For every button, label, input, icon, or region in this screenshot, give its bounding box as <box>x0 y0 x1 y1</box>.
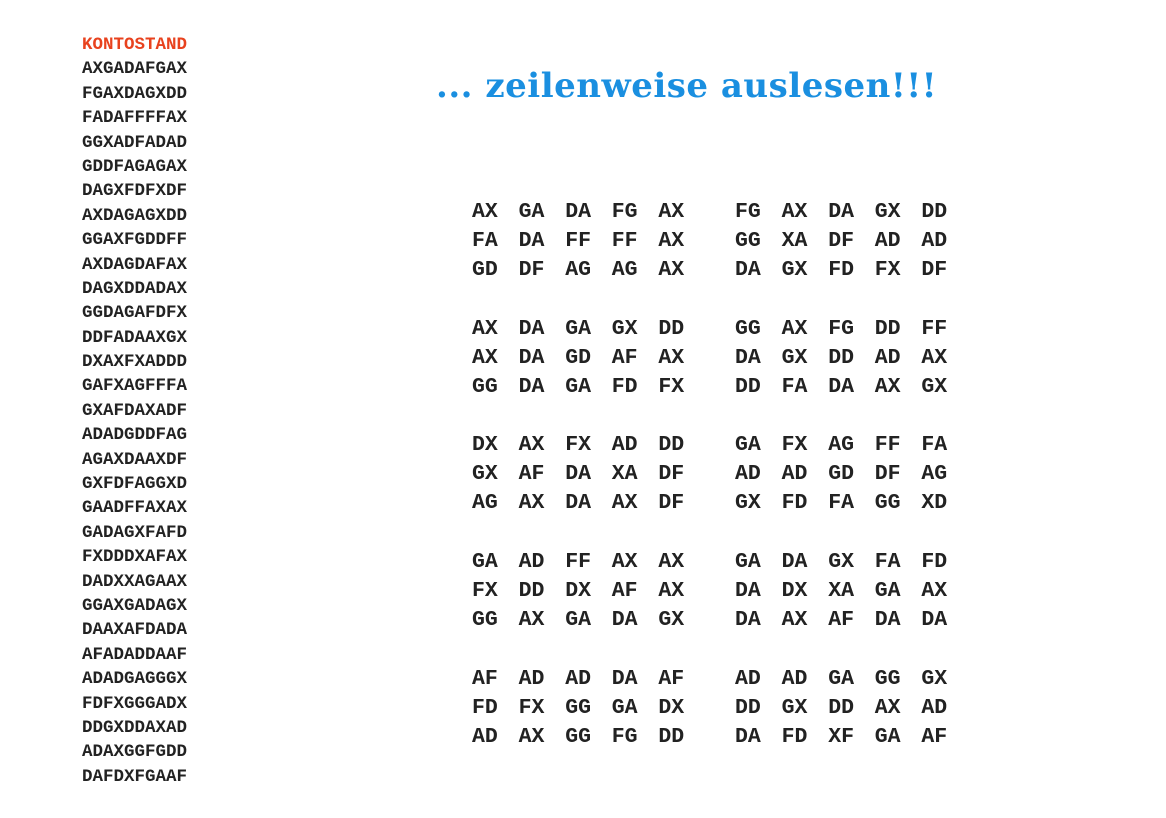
pair-group-right <box>735 198 968 227</box>
pair-group-right <box>735 315 968 344</box>
letter-pair: GA <box>611 696 638 721</box>
letter-pair: DD <box>658 725 685 750</box>
letter-pair: DA <box>565 462 591 487</box>
kontostand-line: GGXADFADAD <box>82 132 188 153</box>
kontostand-line: GGDAGAFDFX <box>82 303 188 324</box>
letter-pair: DD <box>828 346 854 371</box>
letter-pair: GG <box>735 229 761 254</box>
letter-pair: AX <box>658 200 685 224</box>
pair-group-left <box>472 431 705 460</box>
letter-pair: DA <box>735 725 761 750</box>
letter-pair: DX <box>472 433 498 457</box>
letter-pair: AD <box>874 229 901 254</box>
letter-pair: AX <box>781 608 808 633</box>
letter-pair: GX <box>921 667 948 691</box>
letter-pair: GA <box>565 608 591 633</box>
letter-pair: FX <box>874 258 901 283</box>
letter-pair: FD <box>611 375 638 400</box>
pair-group-left <box>472 373 705 402</box>
pair-row <box>472 489 972 518</box>
letter-pair: GX <box>781 258 808 283</box>
pair-block <box>472 315 972 403</box>
pair-row <box>472 198 972 227</box>
pair-group-left <box>472 548 705 577</box>
pair-group-right <box>735 694 968 723</box>
letter-pair: FG <box>611 200 638 224</box>
letter-pair: AX <box>518 433 545 457</box>
letter-pair: AD <box>565 667 591 691</box>
kontostand-line: DXAXFXADDD <box>82 352 188 373</box>
kontostand-line: DADXXAGAAX <box>82 571 188 592</box>
letter-pair: GA <box>735 433 761 457</box>
letter-pair: GA <box>518 200 545 224</box>
letter-pair: DA <box>518 375 545 400</box>
letter-pair: GG <box>735 317 761 341</box>
letter-pair: DD <box>735 375 761 400</box>
kontostand-line: GDDFAGAGAX <box>82 156 188 177</box>
letter-pair: AF <box>611 346 638 371</box>
kontostand-line: DAFDXFGAAF <box>82 766 188 787</box>
letter-pair: GD <box>565 346 591 371</box>
pair-block <box>472 198 972 286</box>
letter-pair: DA <box>565 491 591 516</box>
letter-pair: AX <box>518 608 545 633</box>
letter-pair: FX <box>565 433 591 457</box>
letter-pair: AX <box>518 491 545 516</box>
pair-row <box>472 723 972 752</box>
letter-pair: AX <box>472 346 498 371</box>
kontostand-line: ADAXGGFGDD <box>82 742 188 763</box>
pair-group-left <box>472 665 705 694</box>
kontostand-line: ADADGAGGGX <box>82 669 188 690</box>
letter-pair: GX <box>781 696 808 721</box>
letter-pair: DA <box>611 667 638 691</box>
kontostand-line: DDFADAAXGX <box>82 327 188 348</box>
letter-pair: DD <box>921 200 948 224</box>
pair-group-left <box>472 227 705 256</box>
letter-pair: DD <box>828 696 854 721</box>
pair-row <box>472 694 972 723</box>
letter-pair: DF <box>921 258 948 283</box>
letter-pair: GA <box>565 317 591 341</box>
letter-pair: AF <box>611 579 638 604</box>
letter-pair: FX <box>658 375 685 400</box>
letter-pair: GA <box>828 667 854 691</box>
kontostand-line: GAADFFAXAX <box>82 498 188 519</box>
letter-pair: DF <box>518 258 545 283</box>
letter-pair: AX <box>658 550 685 574</box>
kontostand-line: FADAFFFFAX <box>82 108 188 129</box>
letter-pair: AX <box>781 200 808 224</box>
letter-pair: GX <box>828 550 854 574</box>
letter-pair: FA <box>828 491 854 516</box>
letter-pair: DA <box>735 579 761 604</box>
pair-block <box>472 431 972 519</box>
letter-pair: DA <box>828 200 854 224</box>
letter-pair: GA <box>565 375 591 400</box>
kontostand-list <box>82 33 242 789</box>
letter-pair: DX <box>781 579 808 604</box>
kontostand-line: AXDAGDAFAX <box>82 254 188 275</box>
letter-pair: AX <box>921 346 948 371</box>
letter-pair: FF <box>565 229 591 254</box>
letter-pair: FD <box>921 550 948 574</box>
letter-pair: GX <box>921 375 948 400</box>
letter-pair: DA <box>565 200 591 224</box>
letter-pair: FX <box>472 579 498 604</box>
pair-row <box>472 227 972 256</box>
letter-pair: GG <box>565 725 591 750</box>
pair-row <box>472 665 972 694</box>
letter-pair: AF <box>921 725 948 750</box>
letter-pair: XA <box>828 579 854 604</box>
letter-pair: FA <box>472 229 498 254</box>
letter-pair: AD <box>781 462 808 487</box>
letter-pair: FD <box>781 725 808 750</box>
pair-row <box>472 548 972 577</box>
letter-pair: GG <box>472 608 498 633</box>
letter-pair: AX <box>874 375 901 400</box>
letter-pair: AF <box>472 667 498 691</box>
letter-pair: DA <box>874 608 901 633</box>
letter-pair: FD <box>781 491 808 516</box>
letter-pair: GX <box>658 608 685 633</box>
letter-pair: FA <box>874 550 901 574</box>
letter-pair: DF <box>658 491 685 516</box>
kontostand-line: DAGXDDADAX <box>82 278 188 299</box>
letter-pair: DA <box>611 608 638 633</box>
letter-pair: FG <box>735 200 761 224</box>
letter-pair: FD <box>828 258 854 283</box>
letter-pair: DA <box>921 608 948 633</box>
pair-group-left <box>472 723 705 752</box>
letter-pair: GX <box>874 200 901 224</box>
letter-pair: AD <box>472 725 498 750</box>
letter-pair: FD <box>472 696 498 721</box>
kontostand-line: ADADGDDFAG <box>82 425 188 446</box>
letter-pair: DD <box>518 579 545 604</box>
letter-pair: GG <box>874 667 901 691</box>
letter-pair: FG <box>611 725 638 750</box>
kontostand-line: GXFDFAGGXD <box>82 474 188 495</box>
pair-group-left <box>472 256 705 285</box>
letter-pair: DX <box>565 579 591 604</box>
kontostand-line: AXDAGAGXDD <box>82 205 188 226</box>
letter-pair: GX <box>611 317 638 341</box>
letter-pair: AD <box>735 667 761 691</box>
pair-group-left <box>472 489 705 518</box>
letter-pair: AX <box>611 491 638 516</box>
letter-pair: DA <box>518 317 545 341</box>
pair-group-right <box>735 344 968 373</box>
pair-group-left <box>472 344 705 373</box>
pair-group-left <box>472 460 705 489</box>
kontostand-line: AXGADAFGAX <box>82 59 188 80</box>
kontostand-line: GADAGXFAFD <box>82 522 188 543</box>
letter-pair: FF <box>874 433 901 457</box>
letter-pair: AF <box>658 667 685 691</box>
pair-row <box>472 606 972 635</box>
letter-pair: AG <box>472 491 498 516</box>
letter-pair: XA <box>781 229 808 254</box>
kontostand-line: DAGXFDFXDF <box>82 181 188 202</box>
letter-pair: AG <box>565 258 591 283</box>
kontostand-line: FXDDDXAFAX <box>82 547 188 568</box>
kontostand-line: DAAXAFDADA <box>82 620 188 641</box>
letter-pair: DD <box>735 696 761 721</box>
pair-group-right <box>735 665 968 694</box>
letter-pair: GA <box>472 550 498 574</box>
kontostand-line: DDGXDDAXAD <box>82 717 188 738</box>
kontostand-line: GGAXFGDDFF <box>82 230 188 251</box>
pair-row <box>472 256 972 285</box>
pair-group-left <box>472 694 705 723</box>
pair-group-right <box>735 256 968 285</box>
letter-pair: AX <box>472 200 498 224</box>
letter-pair: AX <box>611 550 638 574</box>
kontostand-lines <box>82 57 242 789</box>
letter-pair: DA <box>828 375 854 400</box>
letter-pair: DA <box>735 258 761 283</box>
pair-row <box>472 315 972 344</box>
letter-pair: DA <box>735 346 761 371</box>
pair-block <box>472 548 972 636</box>
letter-pair: AX <box>518 725 545 750</box>
letter-pair: AG <box>828 433 854 457</box>
kontostand-line: GXAFDAXADF <box>82 400 188 421</box>
letter-pair: GX <box>735 491 761 516</box>
letter-pair: DD <box>874 317 901 341</box>
pair-group-left <box>472 606 705 635</box>
letter-pair: AX <box>658 229 685 254</box>
letter-pair: AX <box>921 579 948 604</box>
letter-pair: DA <box>735 608 761 633</box>
letter-pair: XA <box>611 462 638 487</box>
pair-group-right <box>735 723 968 752</box>
pair-group-right <box>735 227 968 256</box>
pair-row <box>472 577 972 606</box>
letter-pair: FX <box>518 696 545 721</box>
letter-pair: AD <box>518 550 545 574</box>
pair-row <box>472 431 972 460</box>
kontostand-line: GAFXAGFFFA <box>82 376 188 397</box>
letter-pair: GG <box>874 491 901 516</box>
letter-pair: GX <box>472 462 498 487</box>
letter-pair: AF <box>518 462 545 487</box>
letter-pair: AX <box>781 317 808 341</box>
pair-group-right <box>735 577 968 606</box>
letter-pair: GG <box>472 375 498 400</box>
letter-pair: AD <box>781 667 808 691</box>
pair-block <box>472 665 972 753</box>
letter-pair: AD <box>611 433 638 457</box>
pair-row <box>472 373 972 402</box>
letter-pair: GA <box>874 725 901 750</box>
kontostand-header: KONTOSTAND <box>82 35 188 55</box>
pair-group-right <box>735 460 968 489</box>
letter-pair: XD <box>921 491 948 516</box>
letter-pair: AD <box>518 667 545 691</box>
letter-pair: AX <box>658 258 685 283</box>
kontostand-line: AFADADDAAF <box>82 644 188 665</box>
pair-group-left <box>472 198 705 227</box>
kontostand-line: AGAXDAAXDF <box>82 449 188 470</box>
letter-pair: AG <box>611 258 638 283</box>
letter-pair: GX <box>781 346 808 371</box>
letter-pair: DF <box>658 462 685 487</box>
kontostand-line: FGAXDAGXDD <box>82 83 188 104</box>
letter-pair: DX <box>658 696 685 721</box>
letter-pair: AX <box>658 346 685 371</box>
kontostand-line: FDFXGGGADX <box>82 693 188 714</box>
pair-group-right <box>735 373 968 402</box>
letter-pair: FF <box>921 317 948 341</box>
letter-pair: AX <box>472 317 498 341</box>
letter-pair: DF <box>828 229 854 254</box>
letter-pair: GD <box>828 462 854 487</box>
pair-group-right <box>735 606 968 635</box>
letter-pair: GA <box>874 579 901 604</box>
letter-pair: GA <box>735 550 761 574</box>
letter-pair: DA <box>518 229 545 254</box>
kontostand-line: GGAXGADAGX <box>82 595 188 616</box>
letter-pair: DD <box>658 317 685 341</box>
pair-group-left <box>472 315 705 344</box>
pair-row <box>472 460 972 489</box>
letter-pair: GD <box>472 258 498 283</box>
letter-pair: AD <box>921 696 948 721</box>
letter-pair: GG <box>565 696 591 721</box>
letter-pair: AD <box>735 462 761 487</box>
letter-pair: FF <box>565 550 591 574</box>
letter-pair: FF <box>611 229 638 254</box>
letter-pair: FX <box>781 433 808 457</box>
pair-group-right <box>735 431 968 460</box>
pair-row <box>472 344 972 373</box>
letter-pair: AD <box>874 346 901 371</box>
letter-pair: XF <box>828 725 854 750</box>
pair-group-left <box>472 577 705 606</box>
letter-pair: FA <box>781 375 808 400</box>
pair-group-right <box>735 489 968 518</box>
headline: ... zeilenweise auslesen!!! <box>436 66 938 106</box>
letter-pair: AG <box>921 462 948 487</box>
pair-group-right <box>735 548 968 577</box>
letter-pair: DA <box>781 550 808 574</box>
letter-pair: AF <box>828 608 854 633</box>
letter-pair: DA <box>518 346 545 371</box>
letter-pair: AD <box>921 229 948 254</box>
letter-pair: AX <box>874 696 901 721</box>
letter-pair: FA <box>921 433 948 457</box>
letter-pair: DF <box>874 462 901 487</box>
letter-pair: FG <box>828 317 854 341</box>
letter-pair: DD <box>658 433 685 457</box>
letter-pair: AX <box>658 579 685 604</box>
